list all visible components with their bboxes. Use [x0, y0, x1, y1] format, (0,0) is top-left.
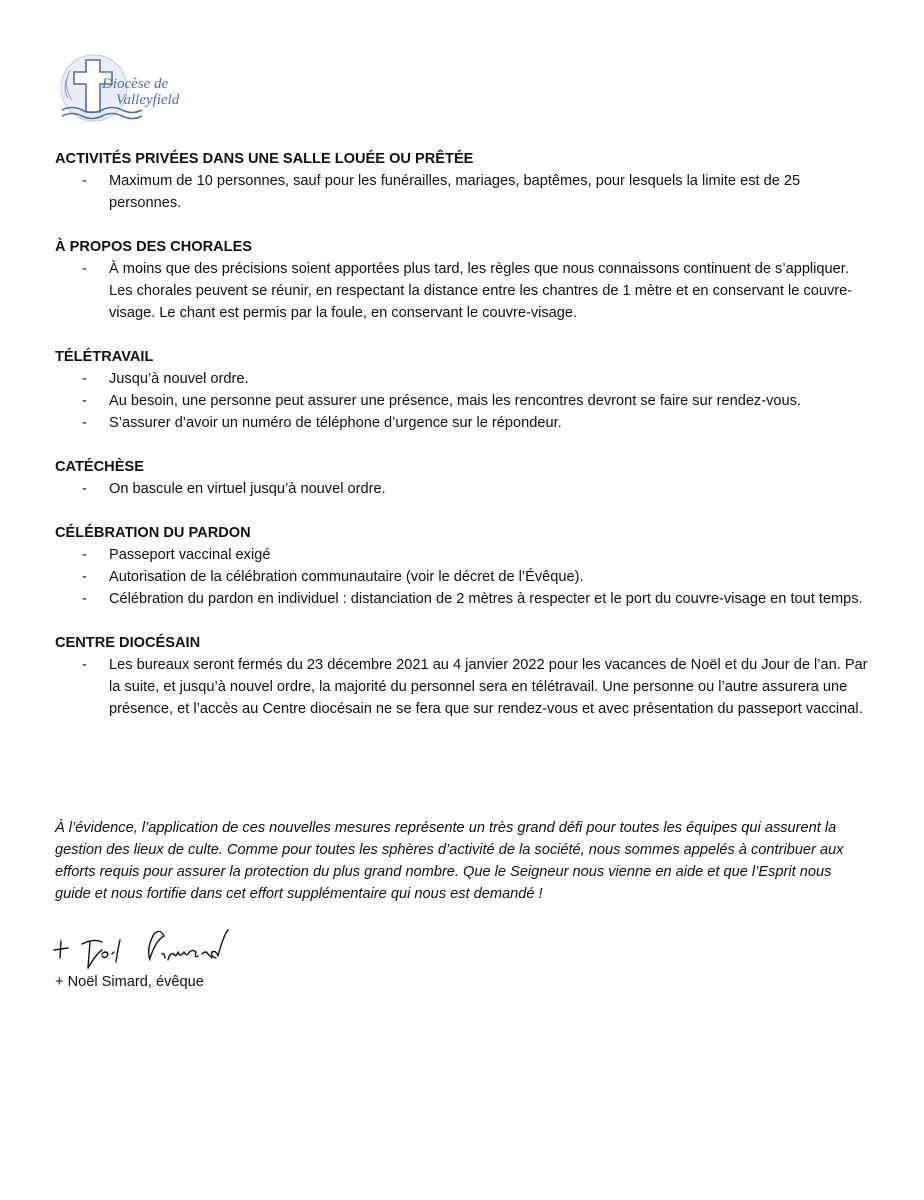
section-diocesan-centre: [55, 632, 875, 720]
logo-line-2: Valleyfield: [116, 92, 180, 108]
section-title: À PROPOS DES CHORALES: [55, 239, 253, 255]
bullet-dash: -: [82, 547, 87, 563]
bullet-dash: -: [82, 569, 87, 585]
list-item: [55, 368, 875, 390]
list-item: [55, 544, 875, 566]
section-title: CENTRE DIOCÉSAIN: [55, 635, 201, 651]
bullet-dash: -: [82, 657, 87, 673]
list-item-text: Autorisation de la célébration communautaire (voir le décret de l’Évêque).: [109, 569, 584, 585]
list-item-text: Maximum de 10 personnes, sauf pour les funérailles, mariages, baptêmes, pour lesquels la limite est de 25 personnes.: [109, 173, 801, 211]
list-item: [55, 478, 875, 500]
list-item-text: Jusqu’à nouvel ordre.: [109, 371, 249, 387]
bullet-dash: -: [82, 393, 87, 409]
section-private-activities: [55, 148, 875, 214]
list-item-text: Célébration du pardon en individuel : distanciation de 2 mètres à respecter et le port du couvre-visage en tout temps.: [109, 591, 863, 607]
handwritten-signature: [50, 924, 250, 976]
section-title: TÉLÉTRAVAIL: [55, 349, 154, 365]
logo-wordmark: [102, 76, 212, 108]
section-title: CATÉCHÈSE: [55, 459, 144, 475]
document-body: [55, 148, 875, 742]
list-item: [55, 390, 875, 412]
section-pardon: [55, 522, 875, 610]
section-title: ACTIVITÉS PRIVÉES DANS UNE SALLE LOUÉE OU PRÊTÉE: [55, 151, 474, 167]
list-item-text: Les bureaux seront fermés du 23 décembre 2021 au 4 janvier 2022 pour les vacances de Noël et du Jour de l’an. Par la suite, et jusqu’à nouvel ordre, la majorité du personnel sera en télétravail. Une personne ou l’autre assurera une présence, et l’accès au Centre diocésain ne se fera que sur rendez-vous et avec présentation du passeport vaccinal.: [109, 657, 868, 717]
signer-name: + Noël Simard, évêque: [55, 974, 204, 990]
section-telework: [55, 346, 875, 434]
signature-icon: [50, 924, 250, 976]
list-item-text: S’assurer d’avoir un numéro de téléphone d’urgence sur le répondeur.: [109, 415, 562, 431]
list-item: [55, 412, 875, 434]
closing-paragraph: À l’évidence, l’application de ces nouvelles mesures représente un très grand défi pour toutes les équipes qui assurent la gestion des lieux de culte. Comme pour toutes les sphères d’activité de la société, nous sommes appelés à contribuer aux efforts requis pour assurer la protection du plus grand nombre. Que le Seigneur nous vienne en aide et que l’Esprit nous guide et nous fortifie dans cet effort supplémentaire qui nous est demandé !: [55, 820, 844, 902]
list-item-text: À moins que des précisions soient apportées plus tard, les règles que nous connaissons continuent de s’appliquer. Les chorales peuvent se réunir, en respectant la distance entre les chantres de 1 mètre et en conservant le couvre-visage. Le chant est permis par la foule, en conservant le couvre-visage.: [109, 261, 853, 321]
diocese-logo: [56, 52, 206, 124]
list-item: [55, 566, 875, 588]
logo-line-1: Diocèse de: [102, 76, 169, 92]
bullet-dash: -: [82, 371, 87, 387]
bullet-list: [55, 544, 875, 610]
list-item: [55, 170, 875, 214]
bullet-dash: -: [82, 415, 87, 431]
bullet-list: [55, 170, 875, 214]
section-choirs: [55, 236, 875, 324]
bullet-list: [55, 258, 875, 324]
bullet-list: [55, 654, 875, 720]
list-item: [55, 258, 875, 324]
bullet-list: [55, 368, 875, 434]
section-catechesis: [55, 456, 875, 500]
bullet-list: [55, 478, 875, 500]
bullet-dash: -: [82, 591, 87, 607]
list-item-text: On bascule en virtuel jusqu’à nouvel ordre.: [109, 481, 386, 497]
bullet-dash: -: [82, 481, 87, 497]
list-item-text: Passeport vaccinal exigé: [109, 547, 271, 563]
section-title: CÉLÉBRATION DU PARDON: [55, 525, 251, 541]
list-item-text: Au besoin, une personne peut assurer une présence, mais les rencontres devront se faire sur rendez-vous.: [109, 393, 801, 409]
bullet-dash: -: [82, 261, 87, 277]
list-item: [55, 588, 875, 610]
bullet-dash: -: [82, 173, 87, 189]
list-item: [55, 654, 875, 720]
